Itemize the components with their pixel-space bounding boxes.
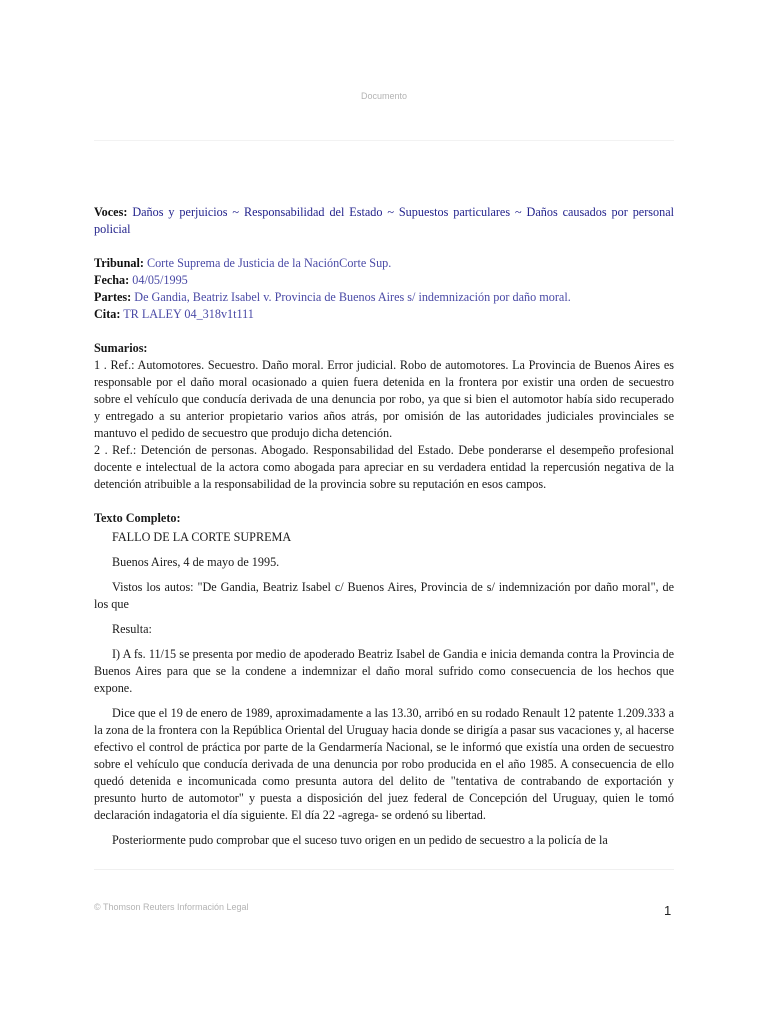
page-header-title: Documento bbox=[360, 91, 408, 101]
voces-label: Voces: bbox=[94, 205, 128, 219]
body-paragraph: Dice que el 19 de enero de 1989, aproximadamente a las 13.30, arribó en su rodado Renault 12 patente 1.209.333 a la zona de la frontera con la República Oriental del Uruguay hacia donde se dirigía a pasar sus vacaciones y, al hacerse efectivo el control de práctica por parte de la Gendarmería Nacional, se le informó que existía una orden de secuestro sobre el vehículo que conducía derivada de una denuncia por robo producida en el año 1985. A consecuencia de ello quedó detenida e incomunicada como presunta autora del delito de "tentativa de contrabando de exportación y presunto hurto de automotor" y puesta a disposición del juez federal de Concepción del Uruguay, quien le tomó declaración indagatoria el día siguiente. El día 22 -agrega- se ordenó su libertad. bbox=[94, 706, 674, 822]
resulta-paragraph: Resulta: bbox=[112, 622, 152, 636]
partes-label: Partes: bbox=[94, 290, 132, 304]
body-paragraph: Posteriormente pudo comprobar que el suceso tuvo origen en un pedido de secuestro a la policía de la bbox=[112, 833, 608, 847]
cita-value: TR LALEY 04_318v1t111 bbox=[123, 307, 254, 321]
vistos-paragraph: Vistos los autos: "De Gandia, Beatriz Isabel c/ Buenos Aires, Provincia de s/ indemnización por daño moral", de los que bbox=[94, 580, 674, 611]
tribunal-line bbox=[94, 255, 674, 272]
partes-line bbox=[94, 289, 674, 306]
tribunal-label: Tribunal: bbox=[94, 256, 144, 270]
sumario-item-1: 1 . Ref.: Automotores. Secuestro. Daño moral. Error judicial. Robo de automotores. La Provincia de Buenos Aires es responsable por el daño moral ocasionado a quien fuera detenida en la frontera por existir una orden de secuestro sobre el vehículo que conducía derivada de una denuncia por robo, ya que si bien el automotor había sido recuperado y entregado a su anterior propietario varios años atrás, por omisión de las autoridades judiciales provinciales se mantuvo el pedido de secuestro que produjo dicha detención. bbox=[94, 358, 674, 440]
cita-line bbox=[94, 306, 674, 323]
page-number: 1 bbox=[664, 903, 672, 918]
footer-divider bbox=[94, 869, 674, 870]
sumario-item-2: 2 . Ref.: Detención de personas. Abogado. Responsabilidad del Estado. Debe ponderarse el desempeño profesional docente e intelectual de la actora como abogada para apreciar en su verdadera entidad la repercusión negativa de la detención atribuible a la responsabilidad de la provincia sobre su reputación en esos campos. bbox=[94, 443, 674, 491]
tribunal-value: Corte Suprema de Justicia de la NaciónCorte Sup. bbox=[146, 256, 392, 270]
fallo-title: FALLO DE LA CORTE SUPREMA bbox=[112, 530, 292, 544]
voces-text: Daños y perjuicios ~ Responsabilidad del Estado ~ Supuestos particulares ~ Daños causados por personal policial bbox=[94, 205, 674, 236]
body-paragraph: I) A fs. 11/15 se presenta por medio de apoderado Beatriz Isabel de Gandia e inicia demanda contra la Provincia de Buenos Aires para que se la condene a indemnizar el daño moral sufrido como consecuencia de los hechos que expone. bbox=[94, 647, 674, 695]
texto-completo-heading: Texto Completo: bbox=[94, 511, 181, 525]
fecha-line bbox=[94, 272, 674, 289]
cita-label: Cita: bbox=[94, 307, 121, 321]
fecha-paragraph: Buenos Aires, 4 de mayo de 1995. bbox=[112, 555, 280, 569]
fecha-label: Fecha: bbox=[94, 273, 130, 287]
sumarios-heading: Sumarios: bbox=[94, 341, 148, 355]
spacer bbox=[94, 238, 674, 255]
voces-block bbox=[94, 204, 674, 238]
partes-value: De Gandia, Beatriz Isabel v. Provincia de Buenos Aires s/ indemnización por daño moral. bbox=[134, 290, 571, 304]
document-body bbox=[94, 204, 674, 857]
header-divider bbox=[94, 140, 674, 141]
fecha-value: 04/05/1995 bbox=[132, 273, 188, 287]
spacer bbox=[94, 493, 674, 510]
footer-copyright: © Thomson Reuters Información Legal bbox=[94, 902, 249, 912]
spacer bbox=[94, 323, 674, 340]
